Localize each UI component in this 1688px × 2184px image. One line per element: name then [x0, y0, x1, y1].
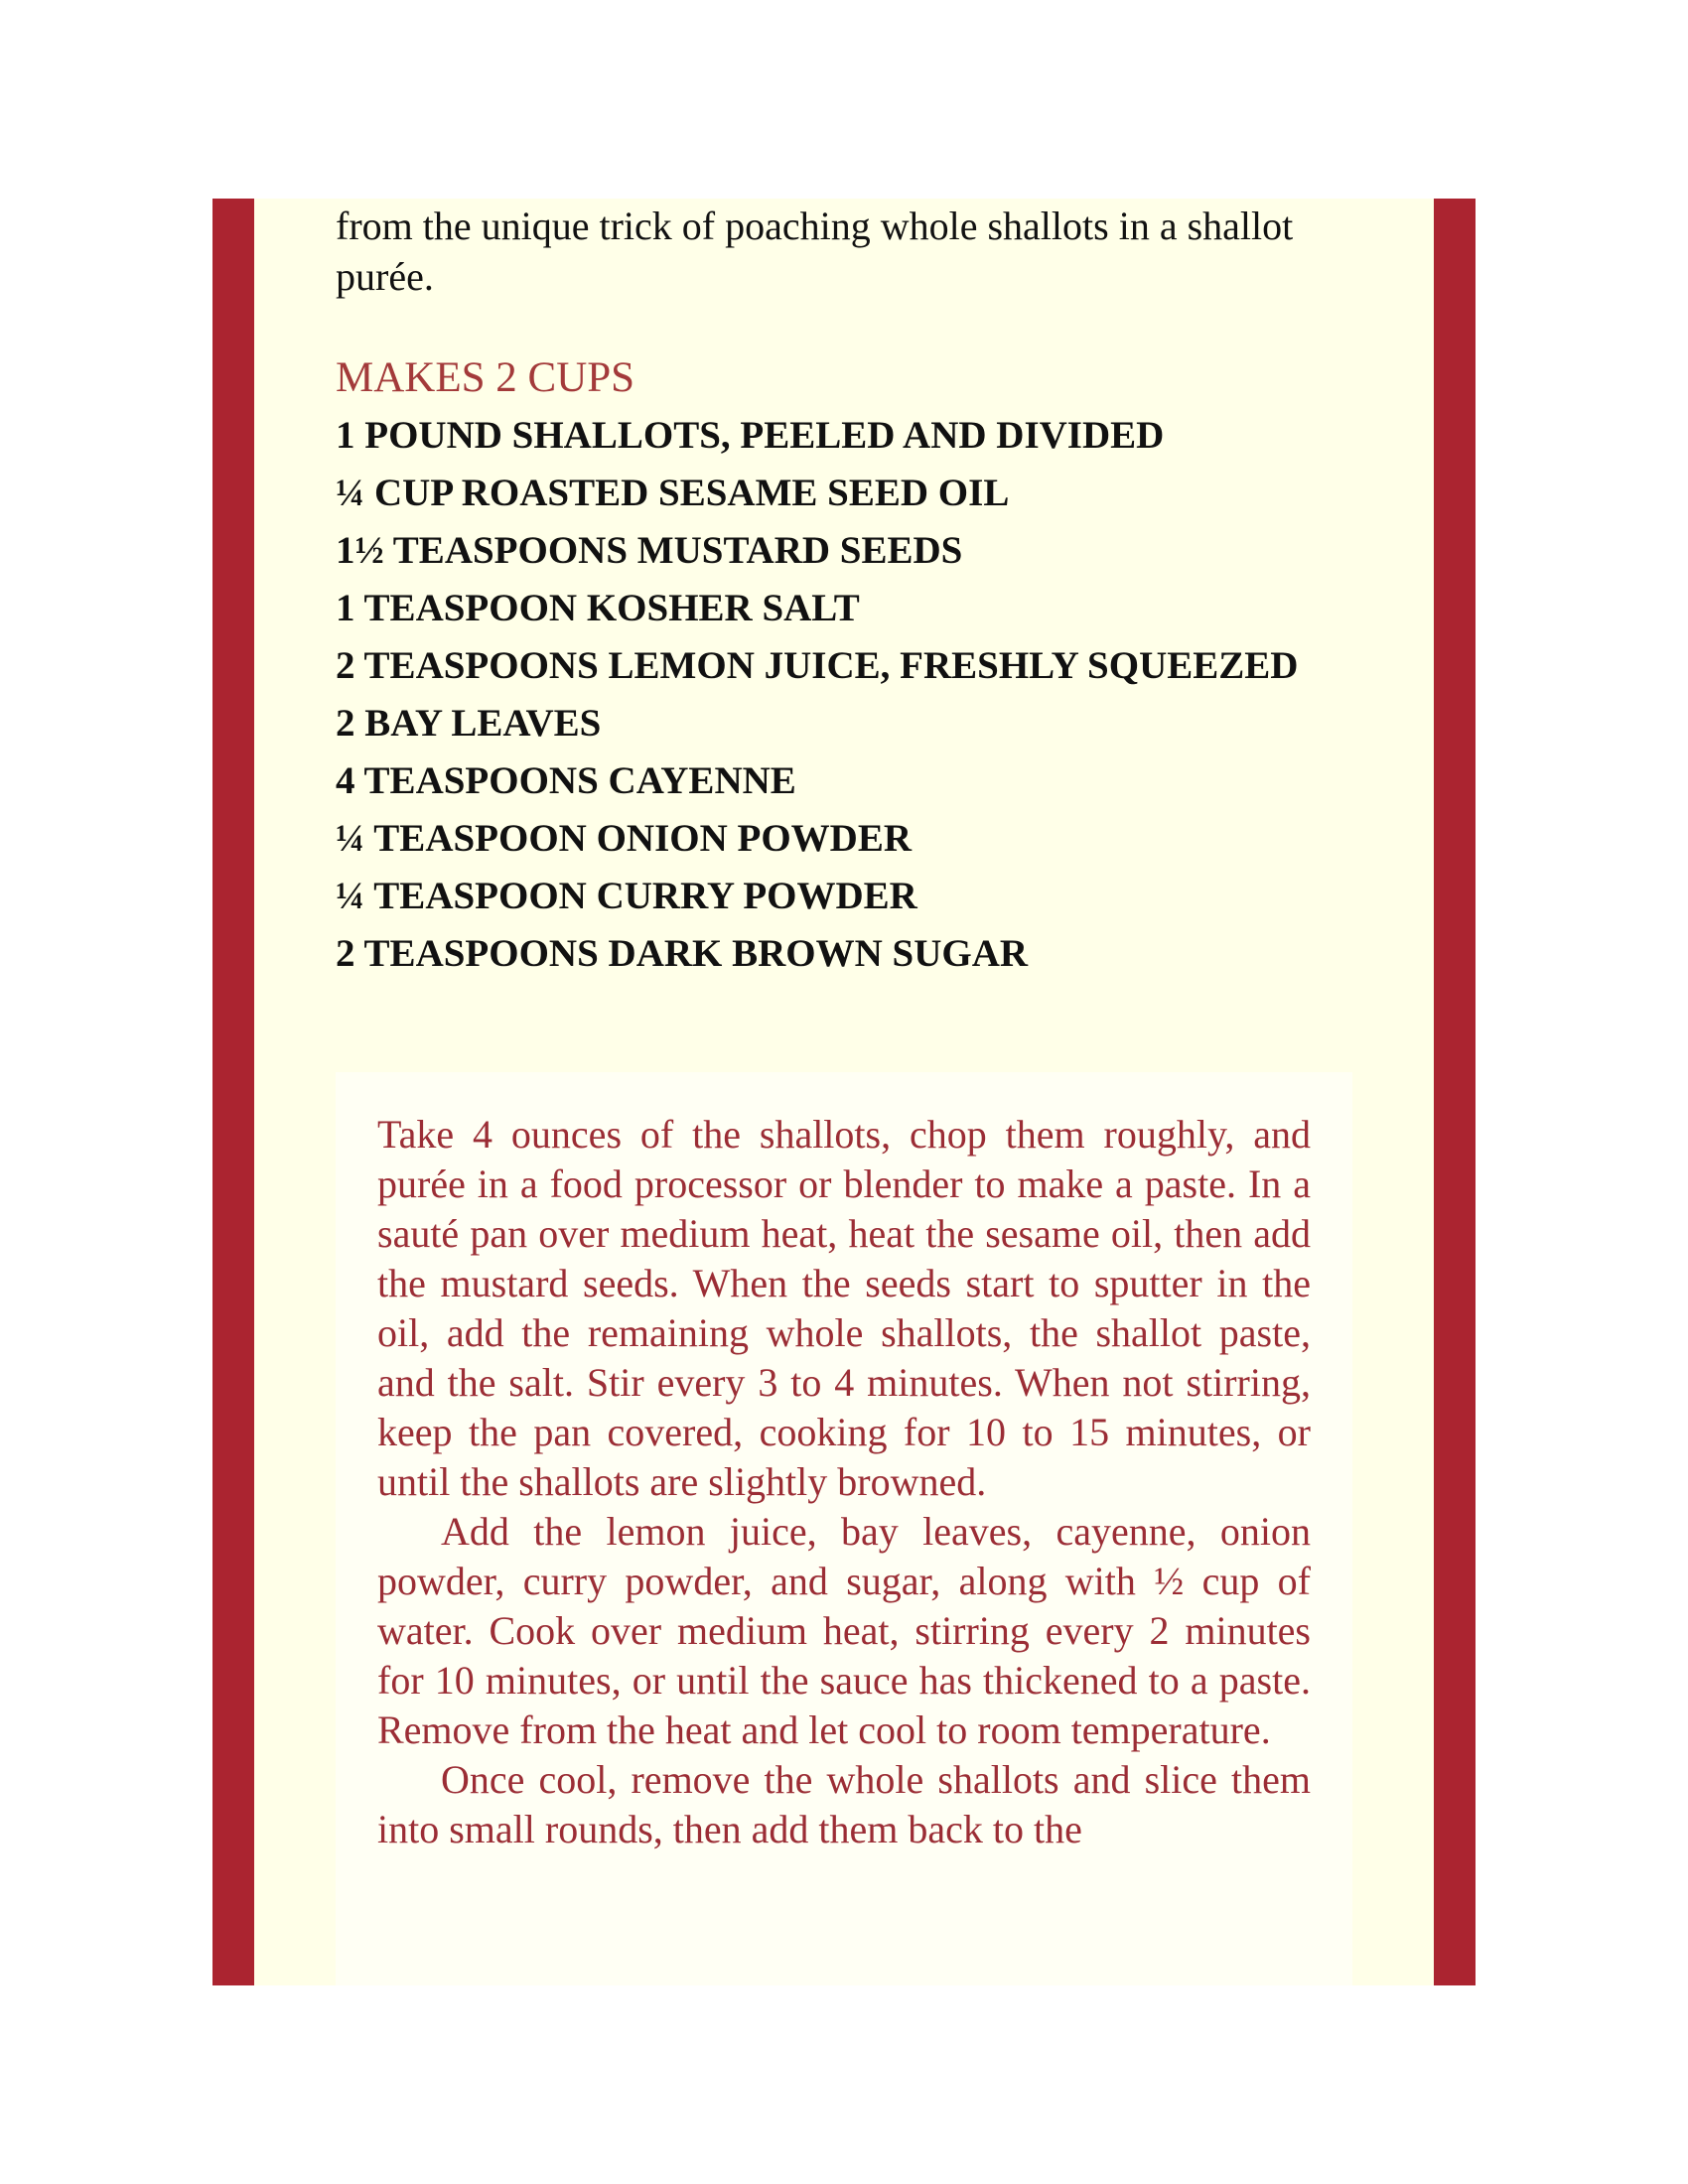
recipe-yield: MAKES 2 CUPS [336, 354, 635, 401]
ingredient-item: 2 TEASPOONS DARK BROWN SUGAR [336, 932, 1029, 975]
ingredient-item: 2 BAY LEAVES [336, 702, 602, 745]
ingredient-item: 1½ TEASPOONS MUSTARD SEEDS [336, 529, 963, 572]
method-text [377, 1110, 1311, 1854]
ingredient-item: ¼ TEASPOON CURRY POWDER [336, 875, 917, 917]
method-paragraph: Take 4 ounces of the shallots, chop them roughly, and purée in a food processor or blender to make a paste. In a sauté pan over medium heat, heat the sesame oil, then add the mustard seeds. When the seeds start to sputter in the oil, add the remaining whole shallots, the shallot paste, and the salt. Stir every 3 to 4 minutes. When not stirring, keep the pan covered, cooking for 10 to 15 minutes, or until the shallots are slightly browned. [377, 1112, 1311, 1504]
ingredient-item: ¼ CUP ROASTED SESAME SEED OIL [336, 472, 1010, 514]
ingredient-item: ¼ TEASPOON ONION POWDER [336, 817, 913, 860]
ingredient-list [336, 411, 1350, 979]
ingredient-item: 1 POUND SHALLOTS, PEELED AND DIVIDED [336, 414, 1165, 457]
method-paragraph: Once cool, remove the whole shallots and slice them into small rounds, then add them back to the [377, 1757, 1311, 1851]
intro-text: from the unique trick of poaching whole shallots in a shallot purée. [336, 204, 1294, 299]
method-paragraph: Add the lemon juice, bay leaves, cayenne, onion powder, curry powder, and sugar, along with ½ cup of water. Cook over medium heat, stirring every 2 minutes for 10 minutes, or until the sauce has thickened to a paste. Remove from the heat and let cool to room temperature. [377, 1509, 1311, 1752]
method-box [336, 1072, 1352, 1985]
ingredient-item: 4 TEASPOONS CAYENNE [336, 759, 796, 802]
ingredient-item: 1 TEASPOON KOSHER SALT [336, 587, 860, 629]
ingredient-item: 2 TEASPOONS LEMON JUICE, FRESHLY SQUEEZED [336, 644, 1299, 687]
recipe-header-section [336, 199, 1350, 987]
